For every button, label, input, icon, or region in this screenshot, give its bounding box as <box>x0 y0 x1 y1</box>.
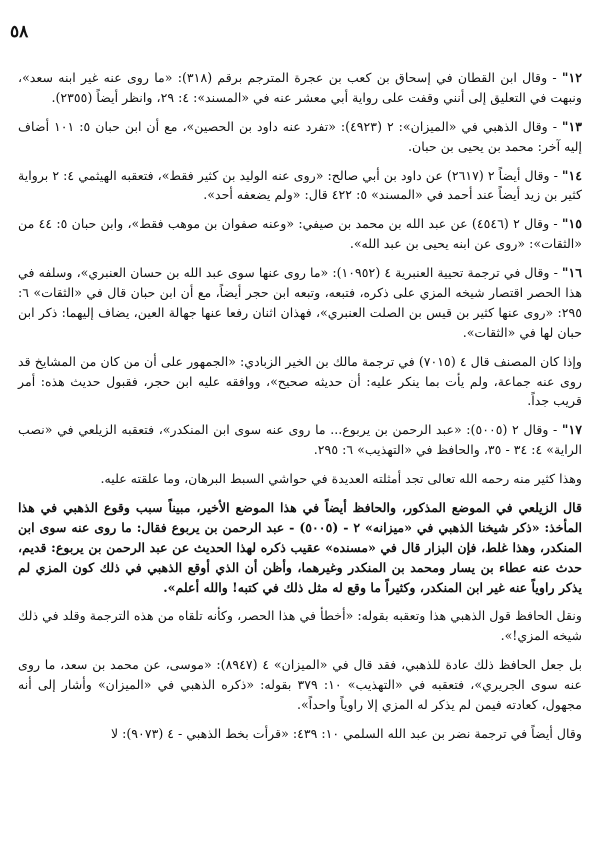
paragraph-13 <box>18 117 582 157</box>
paragraph-text: وهذا كثير منه رحمه الله تعالى تجد أمثلته العديدة في حواشي السبط البرهان، وما علقته عليه. <box>100 471 582 487</box>
paragraph-habit <box>18 655 582 715</box>
note-number: ١٢" <box>561 70 582 85</box>
paragraph-zaylai-quote <box>18 498 582 597</box>
paragraph-14 <box>18 166 582 206</box>
note-number: ١٥" <box>561 216 583 232</box>
paragraph-text: وإذا كان المصنف قال ٤ (٧٠١٥) في ترجمة مالك بن الخير الزبادي: «الجمهور على أن من كان من المشايخ قد روى عنه جماعة، ولم يأت بما ينكر عليه: أن حديثه صحيح»، ووافقه عليه ابن حجر، فقبول حديث هذه: أمر قريب جداً. <box>18 353 582 409</box>
page-number: ٥٨ <box>10 22 29 42</box>
paragraph-text: - وقال الذهبي في «الميزان»: ٢ (٤٩٢٣): «تفرد عنه داود بن الحصين»، مع أن ابن حبان ٥: ١٠١ أضاف إليه آخر: محمد بن يحيى بن حبان. <box>18 118 582 154</box>
paragraph-text: بل جعل الحافظ ذلك عادة للذهبي، فقد قال في «الميزان» ٤ (٨٩٤٧): «موسى، عن محمد بن سعد، ما روى عنه سوى الجريري»، فتعقبه في «التهذيب» ١٠: ٣٧٩ بقوله: «ذكره الذهبي في «الميزان» وأشار إلى أنه مجهول، كعادته فيمن لم يذكر له المزي إلا راوياً واحداً». <box>18 657 582 713</box>
paragraph-text: - وقال ٢ (٤٥٤٦) عن عبد الله بن محمد بن صيفي: «وعنه صفوان بن موهب فقط»، وابن حبان ٥: ٤٤ من «الثقات»: «روى عن ابنه يحيى بن عبد الله». <box>18 216 582 252</box>
paragraph-16-continuation <box>18 352 582 412</box>
paragraph-text: - وقال ٢ (٥٠٠٥): «عبد الرحمن بن يربوع... ما روى عنه سوى ابن المنكدر»، فتعقبه الزيلعي في «نصب الراية» ٤: ٣٤ - ٣٥، والحافظ في «التهذيب» ٦: ٢٩٥. <box>18 422 582 458</box>
paragraph-text: - وقال في ترجمة تحيية العنبرية ٤ (١٠٩٥٢): «ما روى عنها سوى عبد الله بن حسان العنبري»، وسلفه في هذا الحصر اقتصار شيخه المزي على ذكره، فتبعه، وتبعه ابن حجر أيضاً، مع أن ابن حبان قال في «الثقات» ٦: ٢٩٥: «روى عنها كثير بن قيس بن الصلت العنبري»، فهذان اثنان رفعا عنها جهالة العين، يضاف إليهما: ذكر ابن حبان لها في «الثقات». <box>18 265 582 340</box>
paragraph-last <box>18 724 582 744</box>
paragraph-17-continuation <box>18 469 582 489</box>
paragraph-17 <box>18 420 582 460</box>
paragraph-text: وقال أيضاً في ترجمة نضر بن عبد الله السلمي ١٠: ٤٣٩: «قرأت بخط الذهبي - ٤ (٩٠٧٣): لا <box>110 725 582 741</box>
paragraph-12 <box>18 68 582 108</box>
note-number: ١٧" <box>561 422 582 438</box>
paragraph-hafiz-note <box>18 606 582 646</box>
paragraph-text: ونقل الحافظ قول الذهبي هذا وتعقبه بقوله: «أخطأ في هذا الحصر، وكأنه تلقاه من هذه الترجمة وقلد في ذلك شيخه المزي!». <box>18 608 582 644</box>
note-number: ١٣" <box>561 118 582 134</box>
note-number: ١٦" <box>561 265 582 281</box>
page-body <box>18 68 582 753</box>
paragraph-text: قال الزيلعي في الموضع المذكور، والحافظ أيضاً في هذا الموضع الأخير، مبيناً سبب وقوع الذهبي في هذا المأخذ: «ذكر شيخنا الذهبي في «ميزانه» ٢ - (٥٠٠٥) - عبد الرحمن بن يربوع فقال: ما روى عنه سوى ابن المنكدر، وهذا غلط، فإن البزار قال في «مسنده» عقيب ذكره لهذا الحديث عن عبد الرحمن بن يربوع: قديم، حدث عنه عطاء بن يسار ومحمد بن المنكدر وغيرهما، وأظن أن الذي أوقع الذهبي في ذلك كون المزي لم يذكر راوياً عنه غير ابن المنكدر، وكثيراً ما وقع له مثل ذلك في كتبه! والله أعلم». <box>18 500 582 595</box>
paragraph-15 <box>18 214 582 254</box>
note-number: ١٤" <box>561 167 582 183</box>
paragraph-text: - وقال ابن القطان في إسحاق بن كعب بن عجرة المترجم برقم (٣١٨): «ما روى عنه غير ابنه سعد»، ونبهت في التعليق إلى أنني وقفت على رواية أبي معشر عنه في «المسند»: ٤: ٢٩، وانظر أيضاً (٢٣٥٥). <box>18 70 582 105</box>
paragraph-text: - وقال أيضاً ٢ (٢٦١٧) عن داود بن أبي صالح: «روى عنه الوليد بن كثير فقط»، فتعقبه الهيثمي ٤: ٢ برواية كثير بن زيد أيضاً عند أحمد في «المسند» ٥: ٤٢٢ قال: «ولم يضعفه أحد». <box>18 167 582 203</box>
paragraph-16 <box>18 263 582 343</box>
